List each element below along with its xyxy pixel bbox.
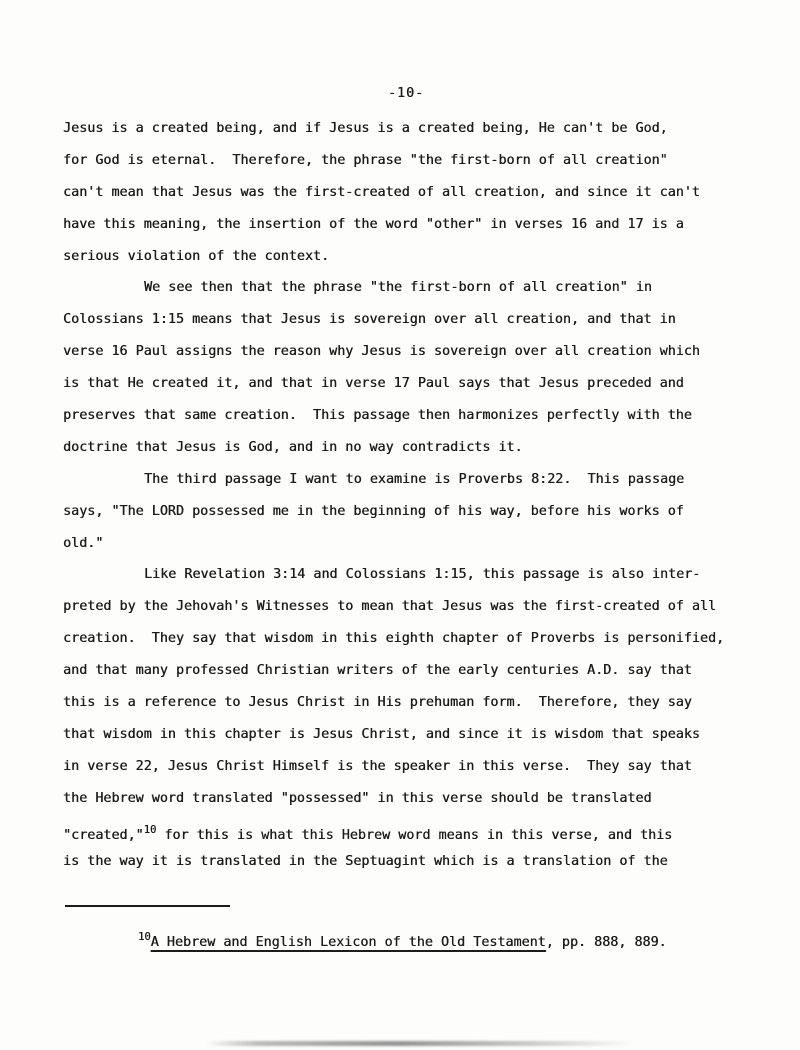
body-line: in verse 22, Jesus Christ Himself is the speaker in this verse. They say that (63, 758, 692, 774)
footnote-pages: , pp. 888, 889. (545, 935, 667, 950)
body-line: old." (63, 535, 104, 551)
body-line: Like Revelation 3:14 and Colossians 1:15, this passage is also inter- (144, 567, 701, 583)
body-line: the Hebrew word translated "possessed" in this verse should be translated (63, 790, 652, 806)
body-line: have this meaning, the insertion of the word "other" in verses 16 and 17 is a (63, 216, 684, 232)
footnote-marker: 10 (138, 931, 151, 943)
paragraph (63, 272, 724, 463)
line-text: "created," (63, 827, 144, 843)
body-line: is that He created it, and that in verse 17 Paul says that Jesus preceded and (63, 376, 684, 392)
page-number: -10- (387, 86, 425, 101)
paragraph (63, 113, 724, 272)
footnote-citation-title: A Hebrew and English Lexicon of the Old Testament (150, 935, 546, 950)
body-line: The third passage I want to examine is Proverbs 8:22. This passage (144, 471, 685, 487)
body-line: can't mean that Jesus was the first-created of all creation, and since it can't (63, 184, 700, 200)
footnote (138, 924, 667, 956)
footnote-reference-marker: 10 (143, 823, 157, 836)
body-line: preted by the Jehovah's Witnesses to mean that Jesus was the first-created of all (63, 599, 717, 615)
body-line: for God is eternal. Therefore, the phrase "the first-born of all creation" (63, 152, 668, 168)
body-line: and that many professed Christian writers of the early centuries A.D. say that (63, 663, 692, 679)
body-line: doctrine that Jesus is God, and in no way contradicts it. (63, 439, 523, 455)
paragraph (63, 559, 724, 878)
body-line: verse 16 Paul assigns the reason why Jesus is sovereign over all creation which (63, 344, 700, 360)
body-line: says, "The LORD possessed me in the beginning of his way, before his works of (63, 503, 684, 519)
paragraph (63, 464, 724, 560)
body-line: We see then that the phrase "the first-born of all creation" in (144, 280, 652, 296)
body-line: this is a reference to Jesus Christ in His prehuman form. Therefore, they say (63, 695, 692, 711)
body-line: Jesus is a created being, and if Jesus is a created being, He can't be God, (63, 121, 668, 136)
body-line: that wisdom in this chapter is Jesus Christ, and since it is wisdom that speaks (63, 726, 700, 742)
document-body (63, 113, 724, 878)
body-line: preserves that same creation. This passage then harmonizes perfectly with the (63, 408, 692, 424)
body-line: creation. They say that wisdom in this eighth chapter of Proverbs is personified, (63, 631, 725, 647)
body-line: Colossians 1:15 means that Jesus is sovereign over all creation, and that in (63, 312, 676, 328)
scan-artifact-smudge (205, 1041, 635, 1046)
footnote-separator-rule (65, 905, 230, 907)
body-line: is the way it is translated in the Septuagint which is a translation of the (63, 854, 668, 870)
line-text: for this is what this Hebrew word means in this verse, and this (156, 827, 673, 843)
body-line: serious violation of the context. (63, 248, 330, 264)
body-line (63, 815, 724, 847)
